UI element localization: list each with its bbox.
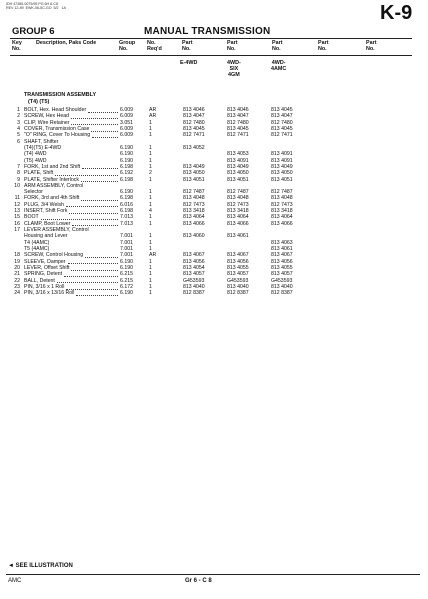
row-description: CLIP, Wire Retainer [24,119,70,126]
row-description: ARM ASSEMBLY, Control [24,182,84,189]
row-part-2: 813 4046 [227,107,249,113]
row-key: 16 [14,220,20,227]
row-qty: AR [149,107,157,113]
row-group-no: 7.001 [120,239,133,246]
row-description: LEVER, Offset Shift [24,265,70,271]
row-group-no: 6.198 [120,176,133,183]
row-group-no: 6.009 [120,113,133,120]
row-part-1: 812 7473 [183,201,205,208]
row-qty: 1 [149,195,152,202]
row-group-no: 6.190 [120,144,133,151]
col-group: Group No. [119,40,136,52]
row-qty: AR [149,113,157,120]
row-description: PLATE, Shifter Interlock [24,176,79,183]
row-part-3: 812 8387 [271,290,293,297]
row-group-no: 6.009 [120,107,133,113]
col-description: Description, Paks Code [36,40,97,46]
dot-leader [76,295,118,296]
row-qty: 1 [149,214,152,221]
row-qty: 1 [149,290,152,297]
see-illustration-note: ◄ SEE ILLUSTRATION [8,563,73,569]
row-part-3: 813 4067 [271,252,293,259]
row-part-3: 813 4055 [271,265,293,271]
row-part-3: 813 4045 [271,107,293,113]
row-key: 11 [14,195,20,202]
row-qty: 1 [149,265,152,271]
row-description: (T5) 4WD [24,157,47,164]
row-part-3: 813 4051 [271,176,293,183]
row-part-3: 813 4056 [271,258,293,265]
row-part-1: 813 4057 [183,271,205,278]
col-part-4: Part No. [318,40,329,52]
row-part-2: 813 4057 [227,271,249,278]
row-description: (T4) 4WD [24,151,47,158]
row-qty: 1 [149,125,152,132]
row-group-no: 6.009 [120,125,133,132]
row-part-3: 813 4047 [271,113,293,120]
row-description: SLEEVE, Damper [24,258,66,265]
row-description: COVER, Transmission Case [24,125,90,132]
row-part-1: 813 4046 [183,107,205,113]
row-part-1: 813 4040 [183,283,205,290]
row-group-no: 3.051 [120,119,133,126]
row-part-1: 813 4054 [183,265,205,271]
model-part-2: 4WD- SIX 4GM [227,60,241,78]
row-part-1: 813 4064 [183,214,205,221]
row-part-2: 813 4091 [227,157,249,164]
row-key: 15 [14,214,20,221]
row-part-1: 813 4048 [183,195,205,202]
row-part-3: 813 4091 [271,157,293,164]
row-description: Selector [24,189,44,196]
row-description: PLATE, Shift [24,170,54,177]
row-description: SPRING, Detent [24,271,63,278]
row-part-3: 813 4066 [271,220,293,227]
row-group-no: 6.172 [120,283,133,290]
row-key: 2 [17,113,20,120]
row-qty: 1 [149,233,152,240]
row-part-2: 813 4055 [227,265,249,271]
row-part-3: 813 4049 [271,163,293,170]
row-description: BOLT, Hex. Head Shoulder [24,107,87,113]
col-part-1: Part No. [182,40,193,52]
row-description: SHAFT, Shifter [24,138,59,145]
col-key: Key No. [12,40,22,52]
row-part-3: 813 4063 [271,239,293,246]
row-description: PLUG, 3/4 Welsh [24,201,64,208]
row-part-2: 813 4040 [227,283,249,290]
row-qty: 2 [149,170,152,177]
row-qty: 1 [149,157,152,164]
row-part-1: 813 4049 [183,163,205,170]
row-key: 1 [17,107,20,113]
row-description: FORK, 3rd and 4th Shift [24,195,80,202]
row-qty: 1 [149,271,152,278]
row-qty: 1 [149,246,152,253]
row-description: (T4)(T5) E-4WD [24,144,62,151]
row-group-no: 7.001 [120,246,133,253]
row-group-no: 6.198 [120,163,133,170]
row-part-2: 812 7471 [227,132,249,139]
row-qty: 1 [149,201,152,208]
row-key: 18 [14,252,20,259]
row-part-3: 813 3418 [271,208,293,215]
row-part-2: 812 7473 [227,201,249,208]
row-key: 6 [17,138,20,145]
row-part-3: 812 7473 [271,201,293,208]
model-part-3: 4WD- 4AMC [271,60,287,72]
row-key: 8 [17,170,20,177]
row-part-2: G453593 [227,277,249,284]
row-key: 23 [14,283,20,290]
row-part-1: 812 7487 [183,189,205,196]
row-group-no: 7.013 [120,220,133,227]
row-group-no: 6.198 [120,195,133,202]
row-part-2: 813 4051 [227,176,249,183]
row-group-no: 6.190 [120,189,133,196]
row-part-2: 812 7487 [227,189,249,196]
row-description: PIN, 3/16 x 13/16 Roll [24,290,75,297]
row-key: 7 [17,163,20,170]
col-part-2: Part No. [227,40,238,52]
row-part-2: 813 4066 [227,220,249,227]
footer-left: AMC [8,578,22,584]
row-qty: 1 [149,163,152,170]
row-part-3: 812 7487 [271,189,293,196]
row-group-no: 6.192 [120,170,133,177]
footer-center: Gr 6 - C 8 [185,578,212,584]
row-part-1: G453593 [183,277,205,284]
row-group-no: 6.190 [120,151,133,158]
row-part-3: 813 4040 [271,283,293,290]
row-description: BOOT [24,214,39,221]
row-part-2: 813 4048 [227,195,249,202]
footer-rule [6,574,420,575]
row-group-no: 7.001 [120,233,133,240]
row-description: "O" RING, Cover To Housing [24,132,91,139]
row-part-3: 812 7471 [271,132,293,139]
row-part-3: 813 4057 [271,271,293,278]
row-part-1: 812 7471 [183,132,205,139]
row-description: CLAMP, Boot Lower [24,220,71,227]
row-key: 21 [14,271,20,278]
row-key: 20 [14,265,20,271]
row-group-no: 6.215 [120,271,133,278]
row-group-no: 6.190 [120,290,133,297]
row-qty: 1 [149,132,152,139]
row-part-2: 813 4045 [227,125,249,132]
row-qty: AR [149,252,157,259]
row-key: 3 [17,119,20,126]
row-key: 22 [14,277,20,284]
stamp-line-2: REV 12-89 EWK-06-5C-GO 5/2 1A [6,6,66,10]
row-part-2: 813 4056 [227,258,249,265]
section-subtitle: (T4) (T5) [28,99,50,105]
row-part-1: 813 4045 [183,125,205,132]
row-qty: 1 [149,277,152,284]
section-title: TRANSMISSION ASSEMBLY [24,92,97,98]
row-qty: 1 [149,144,152,151]
col-part-3: Part No. [272,40,283,52]
row-description: INSERT, Shift Fork [24,208,68,215]
row-qty: 1 [149,283,152,290]
row-qty: 1 [149,258,152,265]
row-key: 19 [14,258,20,265]
row-part-1: 813 4051 [183,176,205,183]
row-part-1: 813 4047 [183,113,205,120]
row-part-3: 813 4064 [271,214,293,221]
row-part-2: 813 4067 [227,252,249,259]
row-key: 9 [17,176,20,183]
row-part-1: 813 4066 [183,220,205,227]
table-row [0,290,428,296]
row-group-no: 6.190 [120,265,133,271]
row-part-1: 813 4050 [183,170,205,177]
row-group-no: 6.016 [120,201,133,208]
row-part-2: 813 4049 [227,163,249,170]
row-part-1: 812 7480 [183,119,205,126]
row-qty: 4 [149,208,152,215]
row-key: 24 [14,290,20,297]
row-qty: 1 [149,239,152,246]
page-title: MANUAL TRANSMISSION [144,26,271,37]
row-key: 4 [17,125,20,132]
page-code: K-9 [380,2,413,24]
row-group-no: 6.190 [120,258,133,265]
row-description: BALL, Detent [24,277,55,284]
group-label: GROUP 6 [12,26,55,37]
row-group-no: 6.190 [120,157,133,164]
row-key: 12 [14,201,20,208]
row-part-3: 813 4048 [271,195,293,202]
row-part-2: 813 3418 [227,208,249,215]
row-description: T5 (4AMC) [24,246,50,253]
row-part-2: 813 4050 [227,170,249,177]
row-part-3: 813 4061 [271,246,293,253]
row-key: 5 [17,132,20,139]
row-part-2: 813 4047 [227,113,249,120]
col-req: No. Req'd [147,40,162,52]
row-part-2: 813 4053 [227,151,249,158]
row-description: Housing and Lever [24,233,68,240]
row-key: 10 [14,182,20,189]
header-rule-bottom [10,55,412,56]
row-qty: 1 [149,220,152,227]
row-qty: 1 [149,189,152,196]
row-part-1: 813 4052 [183,144,205,151]
model-part-1: E-4WD [180,60,198,66]
row-part-3: 813 4091 [271,151,293,158]
row-part-3: 812 7480 [271,119,293,126]
row-part-2: 812 8387 [227,290,249,297]
row-key: 17 [14,227,20,234]
row-group-no: 6.215 [120,277,133,284]
row-part-3: 813 4045 [271,125,293,132]
row-description: FORK, 1st and 2nd Shift [24,163,81,170]
row-group-no: 7.013 [120,214,133,221]
row-qty: 1 [149,176,152,183]
row-part-2: 813 4064 [227,214,249,221]
row-part-3: G453593 [271,277,293,284]
row-part-1: 813 4056 [183,258,205,265]
row-part-1: 813 4067 [183,252,205,259]
row-part-2: 813 4061 [227,233,249,240]
row-part-2: 812 7480 [227,119,249,126]
row-description: LEVER ASSEMBLY, Control [24,227,89,234]
row-description: T4 (4AMC) [24,239,50,246]
row-description: SCREW, Control Housing [24,252,84,259]
row-part-1: 812 8387 [183,290,205,297]
row-key: 13 [14,208,20,215]
stamp-line-1: IDH 47385-0075/95 PG 6H 6-C8 [6,2,58,6]
row-group-no: 6.198 [120,208,133,215]
row-group-no: 6.009 [120,132,133,139]
row-group-no: 7.001 [120,252,133,259]
row-qty: 1 [149,151,152,158]
row-part-1: 813 4060 [183,233,205,240]
col-part-5: Part No. [366,40,377,52]
row-part-1: 813 3418 [183,208,205,215]
header-rule-top [10,38,412,39]
row-part-3: 813 4050 [271,170,293,177]
row-qty: 1 [149,119,152,126]
row-description: PIN, 3/16 x 1 Roll [24,283,65,290]
row-description: SCREW, Hex Head [24,113,69,120]
